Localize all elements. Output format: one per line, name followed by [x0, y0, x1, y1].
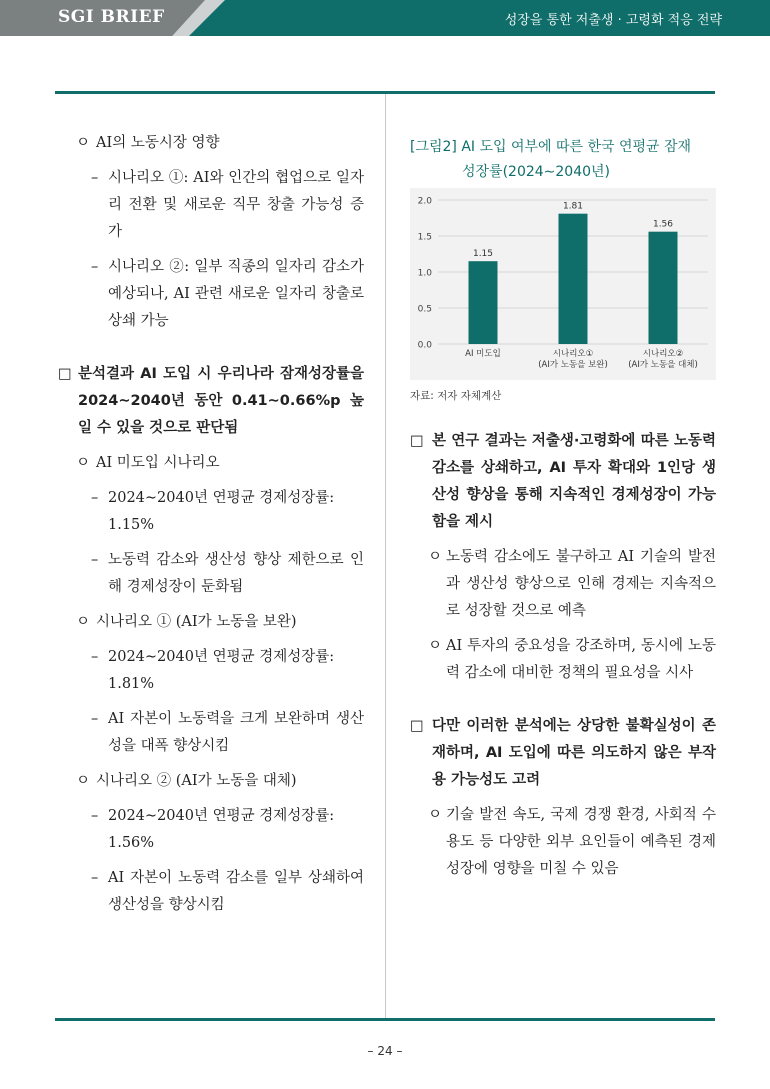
- bullet-circle: ㅇ 기술 발전 속도, 국제 경쟁 환경, 사회적 수용도 등 다양한 외부 요인들이 예측된 경제 성장에 영향을 미칠 수 있음: [410, 802, 716, 883]
- circle-mark: ㅇ: [428, 807, 443, 823]
- box-mark: □: [410, 433, 424, 449]
- y-tick-label: 1.0: [417, 268, 432, 279]
- circle-mark: ㅇ: [428, 549, 443, 565]
- page-number: – 24 –: [367, 1044, 403, 1058]
- bullet-dash: – 시나리오 ①: AI와 인간의 협업으로 일자리 전환 및 새로운 직무 창출 가능성 증가: [58, 165, 364, 246]
- dash-mark: –: [91, 259, 99, 275]
- x-tick-label: (AI가 노동을 보완): [538, 360, 608, 370]
- dash-mark: –: [91, 170, 99, 186]
- dash-mark: –: [91, 808, 99, 824]
- dash-mark: –: [91, 870, 99, 886]
- bullet-dash: – AI 자본이 노동력 감소를 일부 상쇄하여 생산성을 향상시킴: [58, 865, 364, 919]
- circle-mark: ㅇ: [76, 135, 91, 151]
- bullet-dash: – AI 자본이 노동력을 크게 보완하며 생산성을 대폭 향상시킴: [58, 706, 364, 760]
- data-label: 1.56: [652, 219, 674, 230]
- bullet-circle: ㅇ AI 미도입 시나리오: [58, 450, 364, 477]
- bar: [559, 214, 588, 344]
- circle-mark: ㅇ: [76, 614, 91, 630]
- circle-mark: ㅇ: [428, 638, 443, 654]
- bullet-dash: – 2024∼2040년 연평균 경제성장률: 1.81%: [58, 644, 364, 698]
- bullet-box: □ 분석결과 AI 도입 시 우리나라 잠재성장률을 2024∼2040년 동안 0.41∼0.66%p 높일 수 있을 것으로 판단됨: [58, 361, 364, 442]
- bullet-dash: – 2024∼2040년 연평균 경제성장률: 1.15%: [58, 485, 364, 539]
- x-tick-label: 시나리오②: [642, 349, 684, 359]
- bullet-circle: ㅇ 시나리오 ① (AI가 노동을 보완): [58, 609, 364, 636]
- figure-title: [410, 135, 710, 185]
- box-mark: □: [410, 718, 424, 734]
- bullet-dash: – 2024∼2040년 연평균 경제성장률: 1.56%: [58, 803, 364, 857]
- figure-source: 자료: 저자 자체계산: [410, 390, 502, 402]
- bullet-box: □ 다만 이러한 분석에는 상당한 불확실성이 존재하며, AI 도입에 따른 의도하지 않은 부작용 가능성도 고려: [410, 713, 716, 794]
- dash-mark: –: [91, 490, 99, 506]
- data-label: 1.81: [562, 201, 584, 212]
- circle-mark: ㅇ: [76, 773, 91, 789]
- figure-title-line1: [그림2] AI 도입 여부에 따른 한국 연평균 잠재: [410, 139, 692, 155]
- bar: [649, 232, 678, 344]
- x-tick-label: (AI가 노동을 대체): [628, 360, 698, 370]
- brand-logo: SGI BRIEF: [58, 7, 165, 27]
- bullet-box: □ 본 연구 결과는 저출생·고령화에 따른 노동력 감소를 상쇄하고, AI 투자 확대와 1인당 생산성 향상을 통해 지속적인 경제성장이 가능함을 제시: [410, 428, 716, 536]
- bullet-dash: – 노동력 감소와 생산성 향상 제한으로 인해 경제성장이 둔화됨: [58, 547, 364, 601]
- box-mark: □: [58, 366, 72, 382]
- bullet-circle: ㅇ AI 투자의 중요성을 강조하며, 동시에 노동력 감소에 대비한 정책의 필요성을 시사: [410, 633, 716, 687]
- right-column: [410, 428, 716, 883]
- bar: [469, 261, 498, 344]
- bullet-circle: ㅇ AI의 노동시장 영향: [58, 130, 364, 157]
- left-column: [58, 130, 364, 919]
- y-tick-label: 0.5: [417, 304, 432, 315]
- dash-mark: –: [91, 711, 99, 727]
- bullet-dash: – 시나리오 ②: 일부 직종의 일자리 감소가 예상되나, AI 관련 새로운 일자리 창출로 상쇄 가능: [58, 254, 364, 335]
- dash-mark: –: [91, 552, 99, 568]
- dash-mark: –: [91, 649, 99, 665]
- column-divider: [385, 94, 386, 1018]
- chart-container: [410, 188, 716, 380]
- header-title: 성장을 통한 저출생 · 고령화 적응 전략: [504, 13, 722, 28]
- bottom-rule: [55, 1018, 715, 1021]
- y-tick-label: 2.0: [417, 196, 432, 207]
- data-label: 1.15: [472, 249, 494, 260]
- y-tick-label: 0.0: [417, 340, 432, 351]
- y-tick-label: 1.5: [417, 232, 432, 243]
- x-tick-label: AI 미도입: [465, 349, 501, 359]
- figure-title-line2: 성장률(2024∼2040년): [462, 164, 611, 180]
- bullet-circle: ㅇ 시나리오 ② (AI가 노동을 대체): [58, 768, 364, 795]
- bullet-circle: ㅇ 노동력 감소에도 불구하고 AI 기술의 발전과 생산성 향상으로 인해 경제는 지속적으로 성장할 것으로 예측: [410, 544, 716, 625]
- bar-chart: [410, 188, 716, 380]
- x-tick-label: 시나리오①: [552, 349, 594, 359]
- circle-mark: ㅇ: [76, 455, 91, 471]
